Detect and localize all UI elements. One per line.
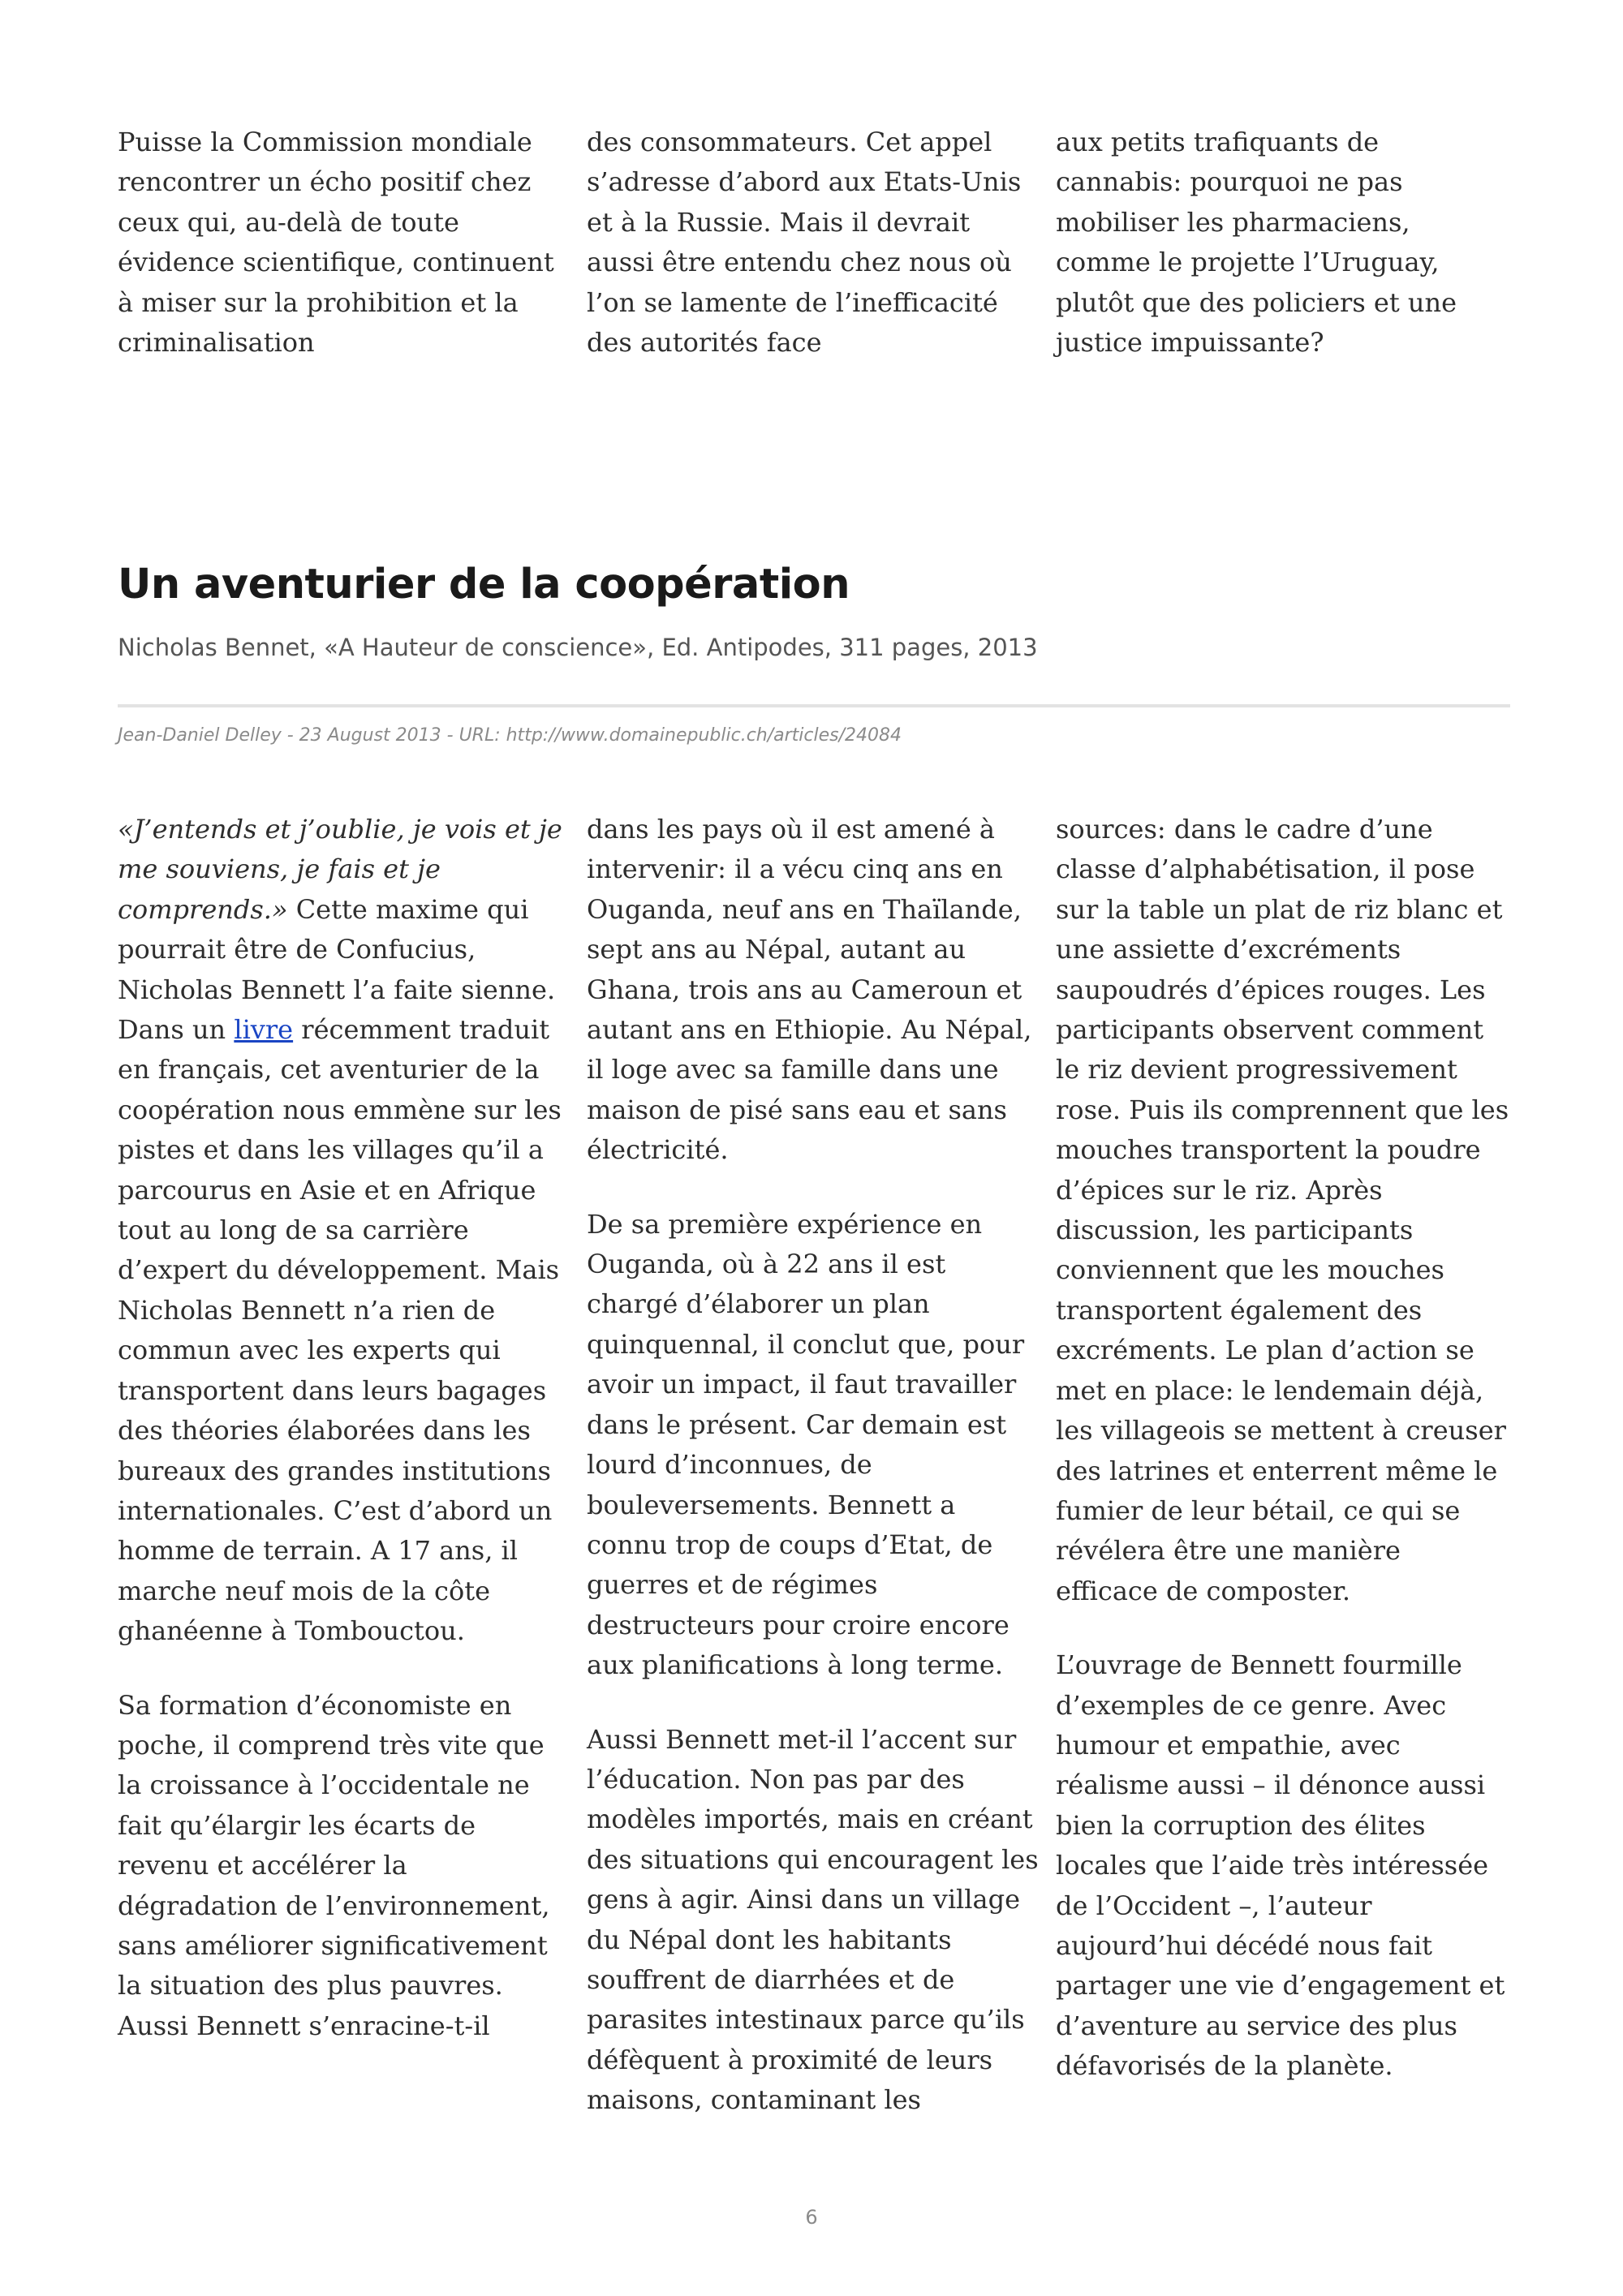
article-body — [118, 810, 1510, 2121]
paragraph: De sa première expérience en Ouganda, où à 22 ans il est chargé d’élaborer un plan quinquennal, il conclut que, pour avoir un impact, il faut travailler dans le présent. Car demain est lourd d’inconnues, de bouleversements. Bennett a connu trop de coups d’Etat, de guerres et de régimes destructeurs pour croire encore aux planifications à long terme. — [587, 1208, 1025, 1681]
paragraph: sources: dans le cadre d’une classe d’alphabétisation, il pose sur la table un plat de riz blanc et une assiette d’excréments saupoudrés d’épices rouges. Les participants observent comment le riz devient progressivement rose. Puis ils comprennent que les mouches transportent la poudre d’épices sur le riz. Après discussion, les participants conviennent que les mouches transportent également des excréments. Le plan d’action se met en place: le lendemain déjà, les villageois se mettent à creuser des latrines et enterrent même le fumier de leur bétail, ce qui se révélera être une manière efficace de composter. — [1056, 814, 1509, 1606]
article-subtitle: Nicholas Bennet, «A Hauteur de conscience», Ed. Antipodes, 311 pages, 2013 — [118, 634, 1038, 661]
paragraph: L’ouvrage de Bennett fourmille d’exemples de ce genre. Avec humour et empathie, avec réalisme aussi – il dénonce aussi bien la corruption des élites locales que l’aide très intéressée de l’Occident –, l’auteur aujourd’hui décédé nous fait partager une vie d’engagement et d’aventure au service des plus défavorisés de la planète. — [1056, 1649, 1505, 2082]
previous-article-column-2 — [587, 123, 1041, 363]
divider — [118, 704, 1510, 707]
article-meta: Jean-Daniel Delley - 23 August 2013 - URL: http://www.domainepublic.ch/articles/24084 — [118, 725, 902, 746]
paragraph-text: Cette maxime qui pourrait être de Confucius, Nicholas Bennett l’a faite sienne. Dans un — [118, 893, 556, 1046]
article-title: Un aventurier de la coopération — [118, 561, 850, 608]
article-column-2 — [587, 810, 1041, 2121]
article-column-3 — [1056, 810, 1510, 2121]
paragraph: Puisse la Commission mondiale rencontrer un écho positif chez ceux qui, au-delà de toute évidence scientifique, continuent à miser sur la prohibition et la criminalisation — [118, 127, 554, 359]
page-number: 6 — [805, 2206, 818, 2229]
article-column-1 — [118, 810, 572, 2121]
paragraph — [118, 810, 572, 1652]
paragraph: des consommateurs. Cet appel s’adresse d’abord aux Etats-Unis et à la Russie. Mais il devrait aussi être entendu chez nous où l’on se lamente de l’inefficacité des autorités face — [587, 127, 1022, 359]
paragraph: Aussi Bennett met-il l’accent sur l’éducation. Non pas par des modèles importés, mais en créant des situations qui encouragent les gens à agir. Ainsi dans un village du Népal dont les habitants souffrent de diarrhées et de parasites intestinaux parce qu’ils défèquent à proximité de leurs maisons, contaminant les — [587, 1723, 1039, 2116]
paragraph: aux petits trafiquants de cannabis: pourquoi ne pas mobiliser les pharmaciens, comme le projette l’Uruguay, plutôt que des policiers et une justice impuissante? — [1056, 127, 1457, 359]
book-link[interactable]: livre — [234, 1014, 294, 1046]
paragraph: Sa formation d’économiste en poche, il comprend très vite que la croissance à l’occidentale ne fait qu’élargir les écarts de revenu et accélérer la dégradation de l’environnement, sans améliorer significativement la situation des plus pauvres. Aussi Bennett s’enracine-t-il — [118, 1689, 550, 2041]
previous-article-columns — [118, 123, 1510, 363]
opening-quote: «J’entends et j’oublie, je vois et je me souviens, je fais et je comprends.» — [118, 814, 562, 925]
previous-article-column-3 — [1056, 123, 1510, 363]
paragraph: dans les pays où il est amené à intervenir: il a vécu cinq ans en Ouganda, neuf ans en Thaïlande, sept ans au Népal, autant au Ghana, trois ans au Cameroun et autant ans en Ethiopie. Au Népal, il loge avec sa famille dans une maison de pisé sans eau et sans électricité. — [587, 814, 1032, 1166]
paragraph-text: récemment traduit en français, cet aventurier de la coopération nous emmène sur les pistes et dans les villages qu’il a parcourus en Asie et en Afrique tout au long de sa carrière d’expert du développement. Mais Nicholas Bennett n’a rien de commun avec les experts qui transportent dans leurs bagages des théories élaborées dans les bureaux des grandes institutions internationales. C’est d’abord un homme de terrain. A 17 ans, il marche neuf mois de la côte ghanéenne à Tombouctou. — [118, 1014, 562, 1647]
previous-article-column-1 — [118, 123, 572, 363]
